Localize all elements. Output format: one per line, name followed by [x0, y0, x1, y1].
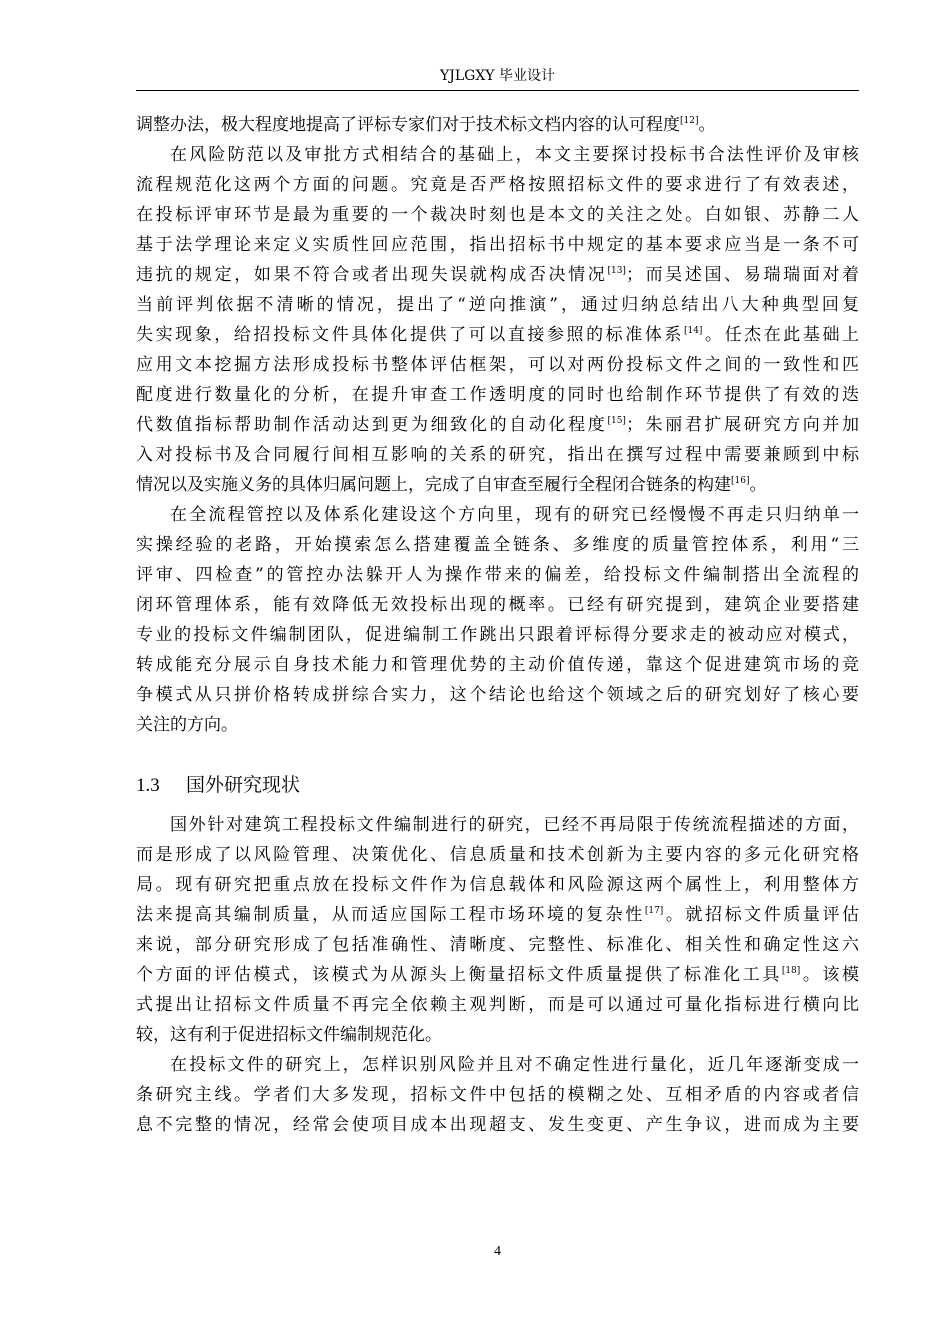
text-line: 实操经验的老路，开始摸索怎么搭建覆盖全链条、多维度的质量管控体系，利用“三 — [136, 535, 859, 555]
citation-ref: [14] — [683, 326, 703, 336]
header-rule — [136, 90, 859, 91]
text-line: 较，这有利于促进招标文件编制规范化。 — [136, 1025, 442, 1045]
text-line: 条研究主线。学者们大多发现，招标文件中包括的模糊之处、互相矛盾的内容或者信 — [136, 1085, 859, 1105]
text-line: 在全流程管控以及体系化建设这个方向里，现有的研究已经慢慢不再走只归纳单一 — [170, 505, 859, 525]
paragraph — [136, 140, 859, 500]
section-title: 国外研究现状 — [186, 774, 301, 796]
text-line: 在投标文件的研究上，怎样识别风险并且对不确定性进行量化，近几年逐渐变成一 — [170, 1055, 859, 1075]
text-line: 专业的投标文件编制团队，促进编制工作跳出只跟着评标得分要求走的被动应对模式， — [136, 625, 859, 645]
page-header — [136, 64, 859, 88]
text-line: 而是形成了以风险管理、决策优化、信息质量和技术创新为主要内容的多元化研究格 — [136, 845, 859, 865]
section-number: 1.3 — [136, 775, 160, 796]
body-text — [136, 110, 859, 1140]
text-line: 失实现象，给招投标文件具体化提供了可以直接参照的标准体系[14]。任杰在此基础上 — [136, 325, 860, 345]
heading-spacer — [136, 740, 859, 760]
text-line: 违抗的规定，如果不符合或者出现失误就构成否决情况[13]；而吴述国、易瑞瑞面对着 — [136, 265, 860, 285]
text-line: 转成能充分展示自身技术能力和管理优势的主动价值传递，靠这个促进建筑市场的竞 — [136, 655, 859, 675]
page-number: 4 — [494, 1244, 501, 1259]
citation-ref: [12] — [680, 116, 699, 126]
citation-ref: [17] — [644, 906, 664, 916]
text-line: 个方面的评估模式，该模式为从源头上衡量招标文件质量提供了标准化工具[18]。该模 — [136, 965, 860, 985]
text-line: 国外针对建筑工程投标文件编制进行的研究，已经不再局限于传统流程描述的方面， — [170, 815, 859, 835]
text-line: 局。现有研究把重点放在投标文件作为信息载体和风险源这两个属性上，利用整体方 — [136, 875, 859, 895]
paragraph — [136, 500, 859, 740]
text-line: 在投标评审环节是最为重要的一个裁决时刻也是本文的关注之处。白如银、苏静二人 — [136, 205, 859, 225]
text-line: 式提出让招标文件质量不再完全依赖主观判断，而是可以通过可量化指标进行横向比 — [136, 995, 859, 1015]
text-line: 关注的方向。 — [136, 715, 238, 735]
text-line: 入对投标书及合同履行间相互影响的关系的研究，指出在撰写过程中需要兼顾到中标 — [136, 445, 859, 465]
text-line: 法来提高其编制质量，从而适应国际工程市场环境的复杂性[17]。就招标文件质量评估 — [136, 905, 860, 925]
citation-ref: [15] — [607, 416, 626, 426]
text-line: 应用文本挖掘方法形成投标书整体评估框架，可以对两份投标文件之间的一致性和匹 — [136, 355, 859, 375]
text-line: 来说，部分研究形成了包括准确性、清晰度、完整性、标准化、相关性和确定性这六 — [136, 935, 859, 955]
text-line: 基于法学理论来定义实质性回应范围，指出招标书中规定的基本要求应当是一条不可 — [136, 235, 859, 255]
section-heading — [136, 760, 859, 810]
paragraph — [136, 110, 859, 140]
text-line: 代数值指标帮助制作活动达到更为细致化的自动化程度[15]；朱丽君扩展研究方向并加 — [136, 415, 860, 435]
text-line: 闭环管理体系，能有效降低无效投标出现的概率。已经有研究提到，建筑企业要搭建 — [136, 595, 859, 615]
citation-ref: [18] — [781, 966, 801, 976]
paragraph — [136, 1050, 859, 1140]
paragraph — [136, 810, 859, 1050]
text-line: 争模式从只拼价格转成拼综合实力，这个结论也给这个领域之后的研究划好了核心要 — [136, 685, 859, 705]
text-line: 评审、四检查”的管控办法躲开人为操作带来的偏差，给投标文件编制搭出全流程的 — [136, 565, 859, 585]
citation-ref: [13] — [607, 266, 626, 276]
text-line: 当前评判依据不清晰的情况，提出了“逆向推演”，通过归纳总结出八大种典型回复 — [136, 295, 859, 315]
header-title: YJLGXY 毕业设计 — [440, 68, 555, 84]
text-line: 调整办法，极大程度地提高了评标专家们对于技术标文档内容的认可程度[12]。 — [136, 115, 716, 135]
text-line: 息不完整的情况，经常会使项目成本出现超支、发生变更、产生争议，进而成为主要 — [136, 1115, 859, 1135]
text-line: 情况以及实施义务的具体归属问题上，完成了自审查至履行全程闭合链条的构建[16]。 — [136, 475, 767, 495]
text-line: 在风险防范以及审批方式相结合的基础上，本文主要探讨投标书合法性评价及审核 — [170, 145, 859, 165]
citation-ref: [16] — [731, 476, 750, 486]
text-line: 配度进行数量化的分析，在提升审查工作透明度的同时也给制作环节提供了有效的迭 — [136, 385, 859, 405]
text-line: 流程规范化这两个方面的问题。究竟是否严格按照招标文件的要求进行了有效表述， — [136, 175, 859, 195]
